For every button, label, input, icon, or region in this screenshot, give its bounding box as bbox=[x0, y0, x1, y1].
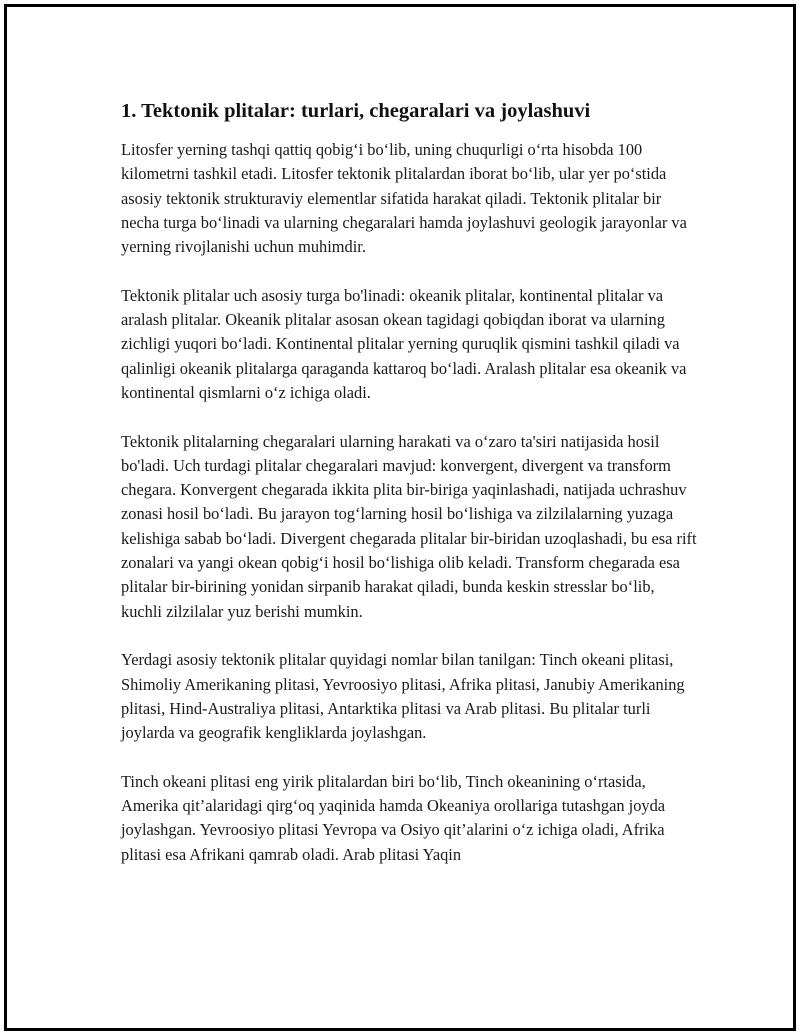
page-border bbox=[4, 4, 796, 1031]
section-title: 1. Tektonik plitalar: turlari, chegaralari va joylashuvi bbox=[121, 100, 591, 122]
document-body bbox=[121, 97, 697, 891]
paragraph-lithosphere: Litosfer yerning tashqi qattiq qobig‘i bo‘lib, uning chuqurligi o‘rta hisobda 100 kilometrni tashkil etadi. Litosfer tektonik plitalardan iborat bo‘lib, ular yer po‘stida asosiy tektonik strukturaviy elementlar sifatida harakat qiladi. Tektonik plitalar bir necha turga bo‘linadi va ularning chegaralari hamda joylashuvi geologik jarayonlar va yerning rivojlanishi uchun muhimdir. bbox=[121, 140, 687, 257]
paragraph-plate-types: Tektonik plitalar uch asosiy turga bo'linadi: okeanik plitalar, kontinental plitalar va aralash plitalar. Okeanik plitalar asosan okean tagidagi qobiqdan iborat va ularning zichligi yuqori bo‘ladi. Kontinental plitalar yerning quruqlik qismini tashkil qiladi va qalinligi okeanik plitalarga qaraganda kattaroq bo‘ladi. Aralash plitalar esa okeanik va kontinental qismlarni o‘z ichiga oladi. bbox=[121, 285, 687, 402]
paragraph-plate-locations: Tinch okeani plitasi eng yirik plitalardan biri bo‘lib, Tinch okeanining o‘rtasida, Amerika qit’alaridagi qirg‘oq yaqinida hamda Okeaniya orollariga tutashgan joyda joylashgan. Yevroosiyo plitasi Yevropa va Osiyo qit’alarini o‘z ichiga oladi, Afrika plitasi esa Afrikani qamrab oladi. Arab plitasi Yaqin bbox=[121, 771, 666, 864]
paragraph-plate-boundaries: Tektonik plitalarning chegaralari ularning harakati va o‘zaro ta'siri natijasida hosil bo'ladi. Uch turdagi plitalar chegaralari mavjud: konvergent, divergent va transform chegara. Konvergent chegarada ikkita plita bir-biriga yaqinlashadi, natijada uchrashuv zonasi hosil bo‘ladi. Bu jarayon tog‘larning hosil bo‘lishiga va zilzilalarning yuzaga kelishiga sabab bo‘ladi. Divergent chegarada plitalar bir-biridan uzoqlashadi, bu esa rift zonalari va yangi okean qobig‘i hosil bo‘lishiga olib keladi. Transform chegarada esa plitalar bir-birining yonidan sirpanib harakat qiladi, bunda keskin stresslar bo‘lib, kuchli zilzilalar yuz berishi mumkin. bbox=[121, 431, 697, 621]
paragraph-major-plates: Yerdagi asosiy tektonik plitalar quyidagi nomlar bilan tanilgan: Tinch okeani plitasi, Shimoliy Amerikaning plitasi, Yevroosiyo plitasi, Afrika plitasi, Janubiy Amerikaning plitasi, Hind-Australiya plitasi, Antarktika plitasi va Arab plitasi. Bu plitalar turli joylarda va geografik kengliklarda joylashgan. bbox=[121, 650, 685, 743]
